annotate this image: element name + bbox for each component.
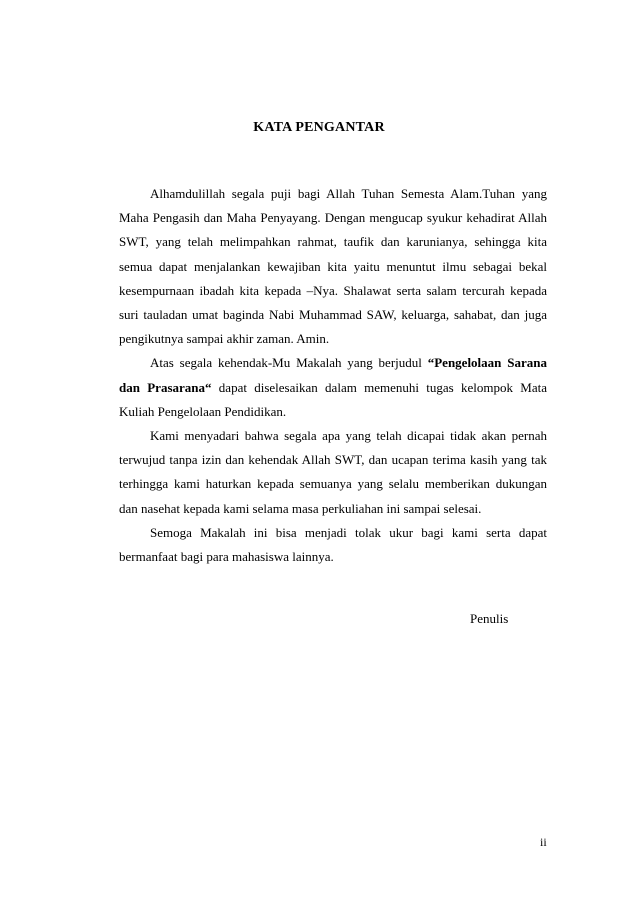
paragraph-title-reference-after: dapat diselesaikan dalam memenuhi tugas kelompok Mata Kuliah Pengelolaan Pendidikan. — [119, 379, 547, 419]
paragraph-acknowledgement: Kami menyadari bahwa segala apa yang telah dicapai tidak akan pernah terwujud tanpa izin dan kehendak Allah SWT, dan ucapan terima kasih yang tak terhingga kami haturkan kepada semuanya yang selalu memberikan dukungan dan nasehat kepada kami selama masa perkuliahan ini sampai selesai. — [119, 428, 547, 516]
page-title: KATA PENGANTAR — [253, 120, 385, 135]
paragraph-title-reference — [119, 351, 547, 424]
page-number: ii — [540, 835, 547, 849]
paragraph-opening: Alhamdulillah segala puji bagi Allah Tuhan Semesta Alam.Tuhan yang Maha Pengasih dan Maha Penyayang. Dengan mengucap syukur kehadirat Allah SWT, yang telah melimpahkan rahmat, taufik dan karunianya, sehingga kita semua dapat menjalankan kewajiban kita yaitu menuntut ilmu sebagai bekal kesempurnaan ibadah kita kepada –Nya. Shalawat serta salam tercurah kepada suri tauladan umat baginda Nabi Muhammad SAW, keluarga, sahabat, dan juga pengikutnya sampai akhir zaman. Amin. — [119, 186, 547, 347]
paragraph-title-reference-before: Atas segala kehendak-Mu Makalah yang berjudul — [150, 355, 428, 371]
paragraph-closing: Semoga Makalah ini bisa menjadi tolak ukur bagi kami serta dapat bermanfaat bagi para mahasiswa lainnya. — [119, 524, 547, 565]
document-body — [119, 182, 547, 569]
paper-title-bold: “Pengelolaan Sarana dan Prasarana“ — [119, 355, 547, 395]
signature-label: Penulis — [470, 611, 509, 626]
